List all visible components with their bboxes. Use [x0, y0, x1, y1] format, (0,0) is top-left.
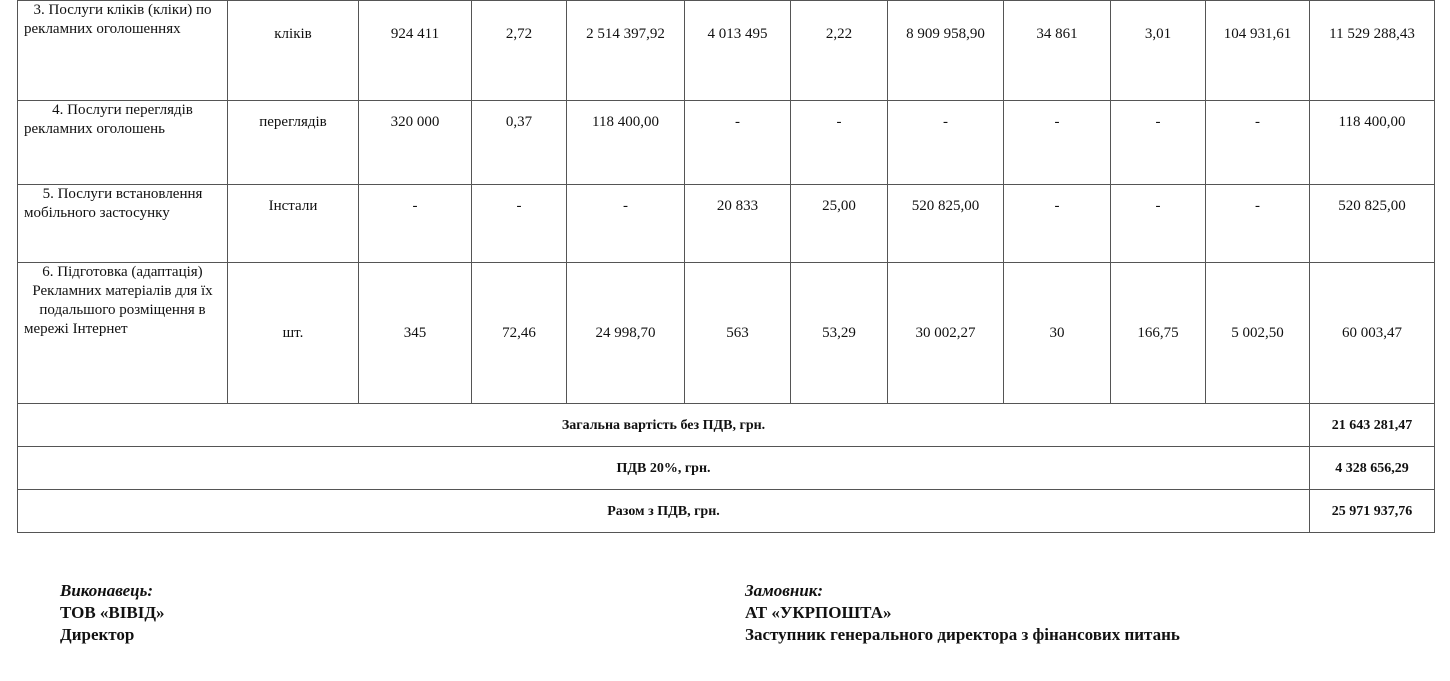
- total-label: Загальна вартість без ПДВ, грн.: [18, 404, 1310, 447]
- value-cell: 2,72: [472, 1, 567, 101]
- value-cell: -: [685, 101, 791, 185]
- value-cell: 924 411: [359, 1, 472, 101]
- unit: переглядів: [228, 101, 359, 185]
- service-name: 3. Послуги кліків (кліки) по рекламних оголошеннях: [18, 1, 228, 101]
- unit: кліків: [228, 1, 359, 101]
- value-cell: -: [791, 101, 888, 185]
- vat-value: 4 328 656,29: [1310, 447, 1435, 490]
- table-row: [18, 263, 1435, 404]
- total-row: [18, 404, 1435, 447]
- total-value: 21 643 281,47: [1310, 404, 1435, 447]
- row-total-cell: 11 529 288,43: [1310, 1, 1435, 101]
- value-cell: -: [472, 185, 567, 263]
- value-cell: 30 002,27: [888, 263, 1004, 404]
- table-row: [18, 1, 1435, 101]
- value-cell: -: [1206, 101, 1310, 185]
- executor-signature-block: [60, 580, 165, 646]
- value-cell: 4 013 495: [685, 1, 791, 101]
- row-total-cell: 118 400,00: [1310, 101, 1435, 185]
- value-cell: -: [1206, 185, 1310, 263]
- value-cell: -: [567, 185, 685, 263]
- customer-position: Заступник генерального директора з фінансових питань: [745, 625, 1180, 644]
- value-cell: -: [1111, 185, 1206, 263]
- value-cell: 0,37: [472, 101, 567, 185]
- value-cell: 72,46: [472, 263, 567, 404]
- service-name: 5. Послуги встановлення мобільного застосунку: [18, 185, 228, 263]
- value-cell: -: [359, 185, 472, 263]
- grand-total-row: [18, 490, 1435, 533]
- value-cell: 24 998,70: [567, 263, 685, 404]
- customer-signature-block: [745, 580, 1180, 646]
- row-total-cell: 60 003,47: [1310, 263, 1435, 404]
- table-row: [18, 101, 1435, 185]
- value-cell: 5 002,50: [1206, 263, 1310, 404]
- value-cell: 8 909 958,90: [888, 1, 1004, 101]
- value-cell: 53,29: [791, 263, 888, 404]
- value-cell: 118 400,00: [567, 101, 685, 185]
- value-cell: 104 931,61: [1206, 1, 1310, 101]
- value-cell: 520 825,00: [888, 185, 1004, 263]
- value-cell: 34 861: [1004, 1, 1111, 101]
- executor-position: Директор: [60, 625, 135, 644]
- executor-company: ТОВ «ВІВІД»: [60, 603, 165, 622]
- value-cell: 2,22: [791, 1, 888, 101]
- value-cell: 2 514 397,92: [567, 1, 685, 101]
- service-name: 4. Послуги переглядів рекламних оголошень: [18, 101, 228, 185]
- value-cell: 320 000: [359, 101, 472, 185]
- value-cell: 345: [359, 263, 472, 404]
- vat-label: ПДВ 20%, грн.: [18, 447, 1310, 490]
- value-cell: -: [1111, 101, 1206, 185]
- grand-total-value: 25 971 937,76: [1310, 490, 1435, 533]
- value-cell: -: [1004, 185, 1111, 263]
- value-cell: 3,01: [1111, 1, 1206, 101]
- cost-table: [17, 0, 1435, 533]
- row-total-cell: 520 825,00: [1310, 185, 1435, 263]
- customer-company: АТ «УКРПОШТА»: [745, 603, 892, 622]
- customer-role: Замовник:: [745, 581, 824, 600]
- unit: шт.: [228, 263, 359, 404]
- unit: Інстали: [228, 185, 359, 263]
- value-cell: -: [1004, 101, 1111, 185]
- value-cell: -: [888, 101, 1004, 185]
- value-cell: 166,75: [1111, 263, 1206, 404]
- value-cell: 30: [1004, 263, 1111, 404]
- grand-total-label: Разом з ПДВ, грн.: [18, 490, 1310, 533]
- executor-role: Виконавець:: [60, 581, 154, 600]
- service-name: 6. Підготовка (адаптація) Рекламних матеріалів для їх подальшого розміщення в мережі Інтернет: [18, 263, 228, 404]
- table-row: [18, 185, 1435, 263]
- value-cell: 563: [685, 263, 791, 404]
- value-cell: 20 833: [685, 185, 791, 263]
- vat-row: [18, 447, 1435, 490]
- value-cell: 25,00: [791, 185, 888, 263]
